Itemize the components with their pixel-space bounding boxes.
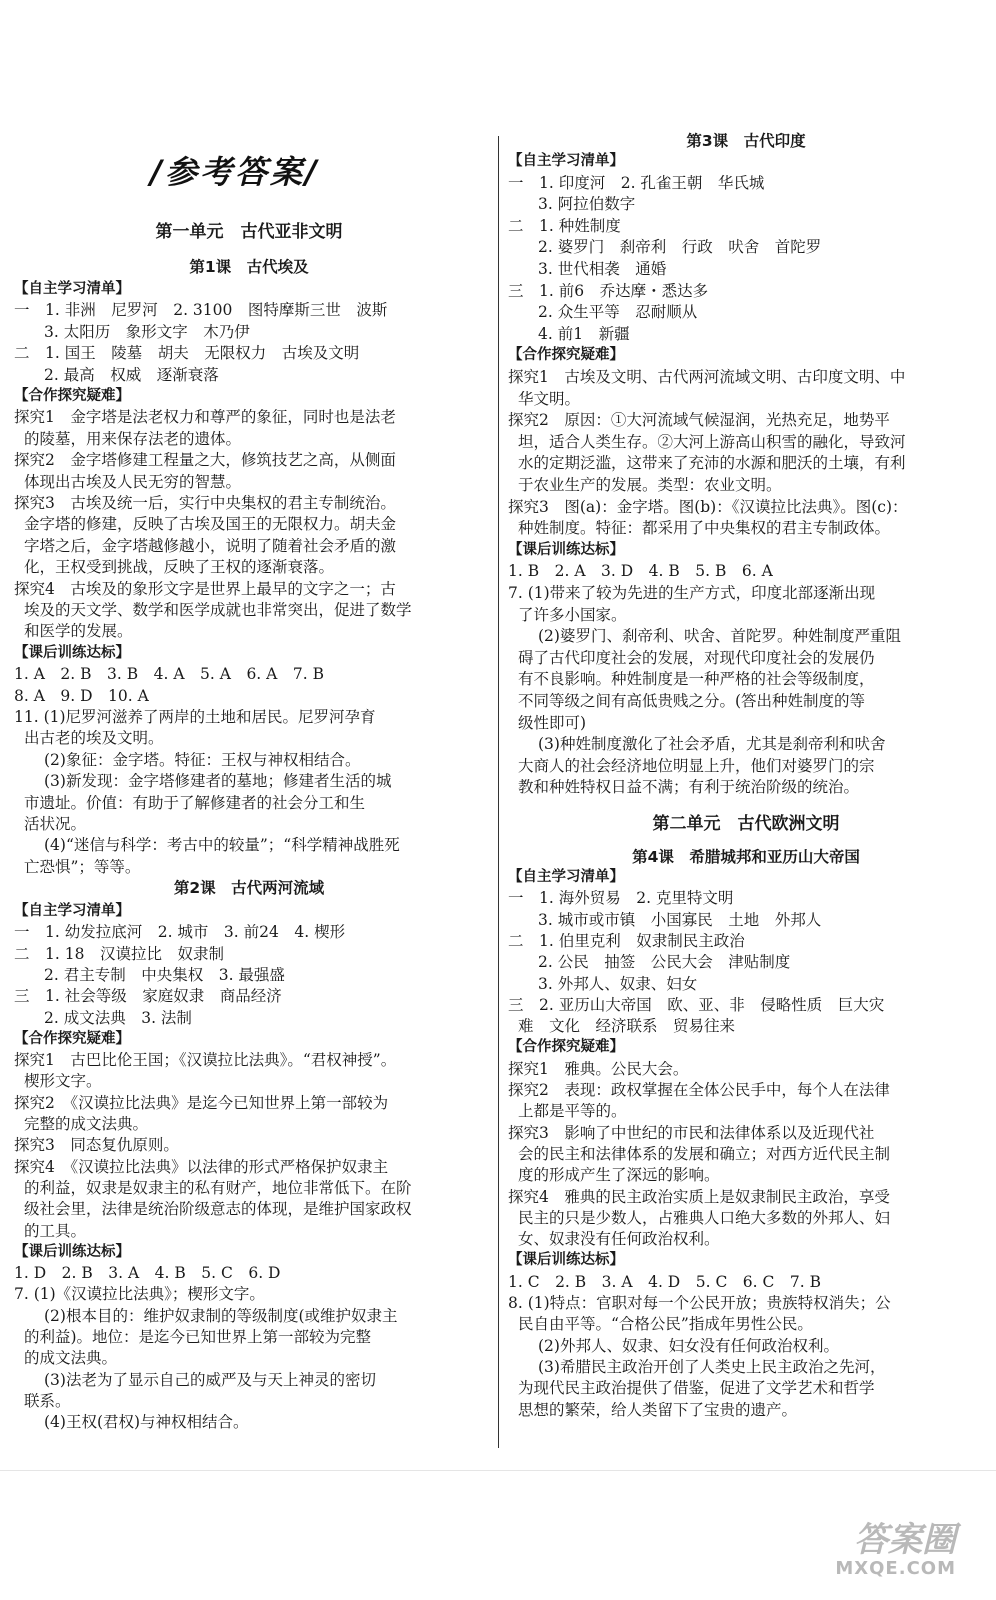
- answer-line: (2)婆罗门、刹帝利、吠舍、首陀罗。种姓制度严重阻: [538, 627, 901, 646]
- answer-line: 有不良影响。种姓制度是一种严格的社会等级制度，: [518, 670, 875, 689]
- answer-line: 坦，适合人类生存。②大河上游高山积雪的融化，导致河: [518, 432, 906, 451]
- answer-line: 7. (1)《汉谟拉比法典》；楔形文字。: [14, 1285, 265, 1304]
- page-banner-title: /参考答案/: [150, 153, 320, 191]
- answer-line: 楔形文字。: [24, 1072, 102, 1091]
- answer-line: 探究1 古巴比伦王国；《汉谟拉比法典》。“君权神授”。: [14, 1051, 397, 1070]
- answer-line: 碍了古代印度社会的发展，对现代印度社会的发展仍: [518, 648, 875, 667]
- answer-line: 3. 世代相袭 通婚: [538, 260, 667, 278]
- answer-line: (4)王权(君权)与神权相结合。: [44, 1413, 249, 1432]
- lesson-title: 第4课 希腊城邦和亚历山大帝国: [632, 848, 860, 866]
- section-heading: 【自主学习清单】: [14, 281, 130, 297]
- answer-line: 探究3 同态复仇原则。: [14, 1136, 179, 1155]
- answer-line: 大商人的社会经济地位明显上升，他们对婆罗门的宗: [518, 756, 875, 775]
- answer-line: 探究2 原因：①大河流域气候湿润，光热充足，地势平: [508, 411, 890, 430]
- watermark-logo: 答案圈 MXQE.COM: [835, 1520, 956, 1579]
- answer-line: 2. 公民 抽签 公民大会 津贴制度: [538, 953, 791, 972]
- unit-title: 第一单元 古代亚非文明: [155, 222, 343, 242]
- answer-line: 一 1. 非洲 尼罗河 2. 3100 图特摩斯三世 波斯: [14, 301, 388, 320]
- answer-line: 一 1. 幼发拉底河 2. 城市 3. 前24 4. 楔形: [14, 923, 346, 942]
- answer-line: 1. C 2. B 3. A 4. D 5. C 6. C 7. B: [508, 1272, 821, 1291]
- answer-line: 女、奴隶没有任何政治权利。: [518, 1230, 720, 1249]
- answer-line: 3. 太阳历 象形文字 木乃伊: [44, 322, 250, 341]
- answer-line: 探究1 古埃及文明、古代两河流域文明、古印度文明、中: [508, 368, 906, 386]
- answer-line: 二 1. 18 汉谟拉比 奴隶制: [14, 944, 224, 963]
- answer-line: 2. 最高 权威 逐渐衰落: [44, 365, 219, 384]
- answer-line: 上都是平等的。: [518, 1102, 627, 1121]
- section-heading: 【课后训练达标】: [508, 541, 624, 558]
- answer-line: 2. 君主专制 中央集权 3. 最强盛: [44, 965, 285, 984]
- answer-line: (3)希腊民主政治开创了人类史上民主政治之先河，: [538, 1357, 886, 1376]
- answer-line: 2. 婆罗门 刹帝利 行政 吠舍 首陀罗: [538, 238, 822, 257]
- answer-line: 的工具。: [24, 1221, 87, 1240]
- answer-line: 级社会里，法律是统治阶级意志的体现，是维护国家政权: [24, 1200, 412, 1219]
- answer-line: 探究4 雅典的民主政治实质上是奴隶制民主政治，享受: [508, 1187, 890, 1206]
- answer-line: 探究1 雅典。公民大会。: [508, 1059, 689, 1078]
- answer-line: 的陵墓，用来保存法老的遗体。: [24, 429, 242, 448]
- answer-line: 三 1. 前6 乔达摩・悉达多: [508, 281, 709, 300]
- answer-line: 一 1. 海外贸易 2. 克里特文明: [508, 889, 734, 908]
- answer-line: 的利益)。地位：是迄今已知世界上第一部较为完整: [24, 1328, 372, 1346]
- answer-line: 探究2 《汉谟拉比法典》是迄今已知世界上第一部较为: [14, 1093, 389, 1112]
- answer-line: 化，王权受到挑战，反映了王权的逐渐衰落。: [24, 558, 335, 577]
- answer-line: 华文明。: [518, 389, 581, 408]
- answer-line: 完整的成文法典。: [24, 1115, 149, 1133]
- answer-line: 教和种姓特权日益不满；有利于统治阶级的统治。: [518, 778, 860, 797]
- answer-line: 8. (1)特点：官职对每一个公民开放；贵族特权消失；公: [508, 1294, 891, 1312]
- answer-line: 探究4 《汉谟拉比法典》以法律的形式严格保护奴隶主: [14, 1157, 389, 1176]
- answer-line: 民主的只是少数人，占雅典人口绝大多数的外邦人、妇: [518, 1208, 891, 1227]
- answer-line: 探究2 表现：政权掌握在全体公民手中，每个人在法律: [508, 1081, 890, 1099]
- section-heading: 【课后训练达标】: [14, 644, 130, 661]
- answer-line: 会的民主和法律体系的发展和确立；对西方近代民主制: [518, 1144, 891, 1163]
- answer-line: 难 文化 经济联系 贸易往来: [518, 1017, 736, 1036]
- answer-line: 探究1 金字塔是法老权力和尊严的象征，同时也是法老: [14, 408, 396, 427]
- answer-line: 探究3 图(a)：金字塔。图(b)：《汉谟拉比法典》。图(c)：: [508, 497, 908, 516]
- answer-line: (2)外邦人、奴隶、妇女没有任何政治权利。: [538, 1336, 839, 1355]
- unit-title: 第二单元 古代欧洲文明: [652, 814, 840, 834]
- answer-line: 探究3 影响了中世纪的市民和法律体系以及近现代社: [508, 1123, 875, 1142]
- answer-line: 级性即可): [518, 713, 587, 732]
- answer-line: 三 1. 社会等级 家庭奴隶 商品经济: [14, 987, 282, 1006]
- answer-line: 金字塔的修建，反映了古埃及国王的无限权力。胡夫金: [24, 515, 397, 534]
- section-heading: 【自主学习清单】: [508, 153, 624, 169]
- answer-line: 体现出古埃及人民无穷的智慧。: [24, 472, 242, 491]
- answer-line: 不同等级之间有高低贵贱之分。(答出种姓制度的等: [518, 692, 866, 710]
- answer-line: 活状况。: [24, 815, 87, 833]
- answer-line: 种姓制度。特征：都采用了中央集权的君主专制政体。: [518, 519, 891, 538]
- answer-line: 为现代民主政治提供了借鉴，促进了文学艺术和哲学: [518, 1379, 875, 1398]
- section-heading: 【课后训练达标】: [508, 1252, 624, 1269]
- answer-line: 和医学的发展。: [24, 622, 133, 641]
- answer-line: 的成文法典。: [24, 1349, 118, 1368]
- answer-line: (2)象征：金字塔。特征：王权与神权相结合。: [44, 750, 361, 769]
- lesson-title: 第1课 古代埃及: [189, 258, 309, 276]
- answer-line: 联系。: [24, 1391, 71, 1410]
- answer-line: 探究2 金字塔修建工程量之大，修筑技艺之高，从侧面: [14, 451, 396, 470]
- answer-line: 字塔之后，金字塔越修越小，说明了随着社会矛盾的激: [24, 536, 397, 555]
- answer-line: 的利益，奴隶是奴隶主的私有财产，地位非常低下。在阶: [24, 1178, 412, 1197]
- answer-line: 出古老的埃及文明。: [24, 729, 164, 748]
- answer-line: 三 2. 亚历山大帝国 欧、亚、非 侵略性质 巨大灾: [508, 995, 885, 1014]
- answer-line: 11. (1)尼罗河滋养了两岸的土地和居民。尼罗河孕育: [14, 708, 376, 726]
- answer-line: 2. 众生平等 忍耐顺从: [538, 303, 698, 322]
- lesson-title: 第3课 古代印度: [686, 132, 806, 150]
- answer-line: 二 1. 种姓制度: [508, 216, 621, 235]
- answer-line: 3. 城市或市镇 小国寡民 土地 外邦人: [538, 910, 822, 929]
- answer-line: 探究3 古埃及统一后，实行中央集权的君主专制统治。: [14, 494, 396, 512]
- answer-line: 二 1. 伯里克利 奴隶制民主政治: [508, 931, 745, 950]
- answer-line: 二 1. 国王 陵墓 胡夫 无限权力 古埃及文明: [14, 344, 360, 363]
- answer-line: 度的形成产生了深远的影响。: [518, 1166, 720, 1185]
- answer-line: 4. 前1 新疆: [538, 324, 630, 343]
- column-divider: [498, 136, 499, 1448]
- lesson-title: 第2课 古代两河流域: [173, 879, 325, 897]
- answer-line: 了许多小国家。: [518, 605, 627, 624]
- answer-line: (3)种姓制度激化了社会矛盾，尤其是刹帝利和吠舍: [538, 735, 886, 754]
- answer-line: 1. B 2. A 3. D 4. B 5. B 6. A: [508, 562, 773, 581]
- answer-line: (3)新发现：金字塔修建者的墓地；修建者生活的城: [44, 772, 392, 791]
- answer-line: 思想的繁荣，给人类留下了宝贵的遗产。: [518, 1400, 798, 1419]
- answer-line: 市遗址。价值：有助于了解修建者的社会分工和生: [24, 793, 366, 812]
- answer-line: 水的定期泛滥，这带来了充沛的水源和肥沃的土壤，有利: [518, 454, 906, 473]
- section-heading: 【课后训练达标】: [14, 1243, 130, 1260]
- footer-rule: [0, 1470, 996, 1471]
- answer-line: 3. 阿拉伯数字: [538, 195, 636, 214]
- answer-line: 民自由平等。“合格公民”指成年男性公民。: [518, 1315, 813, 1334]
- answer-line: 亡恐惧”；等等。: [24, 857, 141, 876]
- answer-line: 1. D 2. B 3. A 4. B 5. C 6. D: [14, 1264, 281, 1283]
- answer-line: 8. A 9. D 10. A: [14, 686, 149, 705]
- answer-line: 于农业生产的发展。类型：农业文明。: [518, 476, 782, 494]
- answer-line: 2. 成文法典 3. 法制: [44, 1008, 192, 1027]
- answer-line: (3)法老为了显示自己的威严及与天上神灵的密切: [44, 1370, 376, 1389]
- answer-line: (2)根本目的：维护奴隶制的等级制度(或维护奴隶主: [44, 1306, 398, 1325]
- answer-line: 一 1. 印度河 2. 孔雀王朝 华氏城: [508, 173, 765, 192]
- answer-line: (4)“迷信与科学：考古中的较量”；“科学精神战胜死: [44, 836, 400, 855]
- answer-line: 3. 外邦人、奴隶、妇女: [538, 974, 698, 993]
- section-heading: 【合作探究疑难】: [14, 388, 130, 404]
- section-heading: 【合作探究疑难】: [508, 347, 624, 364]
- section-heading: 【合作探究疑难】: [14, 1030, 130, 1047]
- answer-line: 7. (1)带来了较为先进的生产方式，印度北部逐渐出现: [508, 584, 876, 602]
- section-heading: 【合作探究疑难】: [508, 1039, 624, 1056]
- answer-line: 埃及的天文学、数学和医学成就也非常突出，促进了数学: [24, 601, 412, 619]
- answer-line: 探究4 古埃及的象形文字是世界上最早的文字之一；古: [14, 579, 396, 598]
- section-heading: 【自主学习清单】: [508, 869, 624, 885]
- section-heading: 【自主学习清单】: [14, 903, 130, 919]
- answer-line: 1. A 2. B 3. B 4. A 5. A 6. A 7. B: [14, 665, 324, 684]
